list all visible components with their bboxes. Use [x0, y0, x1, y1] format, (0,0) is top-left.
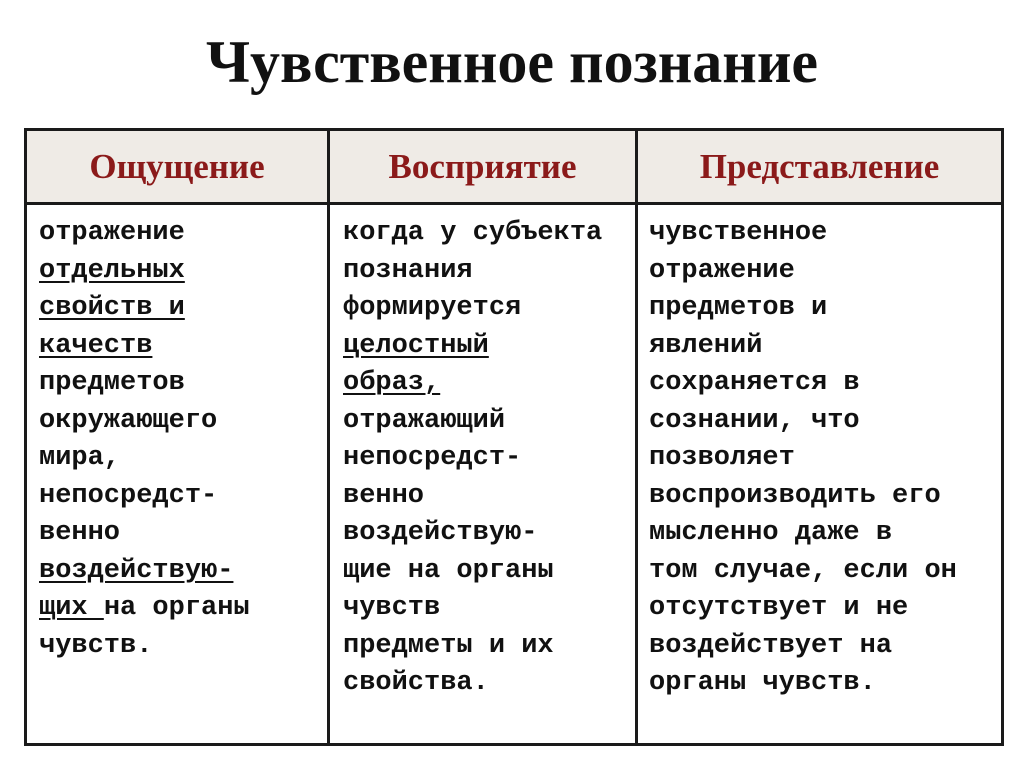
- cell-line: [649, 478, 957, 516]
- cell-line: [39, 328, 250, 366]
- text-fragment: формируется: [343, 293, 522, 323]
- text-fragment: мысленно даже в: [649, 518, 893, 548]
- cell-line: [39, 590, 250, 628]
- cell-perception: [343, 215, 602, 703]
- cell-line: [39, 215, 250, 253]
- cell-line: [343, 628, 602, 666]
- cell-line: [649, 328, 957, 366]
- column-divider: [635, 131, 638, 743]
- cell-line: [649, 665, 957, 703]
- underlined-text: щих: [39, 593, 104, 623]
- cell-line: [343, 665, 602, 703]
- text-fragment: сознании, что: [649, 405, 860, 436]
- text-fragment: чувственное: [649, 218, 828, 248]
- cell-line: [343, 440, 602, 478]
- cell-line: [343, 290, 602, 328]
- text-fragment: на органы: [103, 593, 250, 623]
- header-perception: Восприятие: [388, 146, 577, 186]
- cell-line: [649, 628, 957, 666]
- cell-line: [649, 290, 957, 328]
- text-fragment: предметов и: [649, 293, 828, 323]
- text-fragment: позволяет: [649, 443, 795, 473]
- cell-line: [343, 553, 602, 591]
- text-fragment: мира,: [39, 443, 121, 473]
- cell-line: [343, 478, 602, 516]
- page-title: Чувственное познание: [205, 29, 819, 95]
- text-fragment: явлений: [649, 330, 763, 361]
- text-fragment: чувств: [343, 593, 441, 623]
- cell-line: [39, 440, 250, 478]
- cell-line: [39, 403, 250, 441]
- cell-line: [39, 628, 250, 666]
- text-fragment: органы чувств.: [649, 668, 876, 698]
- text-fragment: отсутствует и не: [649, 593, 909, 623]
- cell-line: [343, 515, 602, 553]
- cell-line: [649, 440, 957, 478]
- underlined-text: свойств и: [39, 293, 185, 323]
- text-fragment: том случае, если он: [649, 555, 957, 586]
- cell-line: [39, 515, 250, 553]
- cell-representation: [649, 215, 957, 703]
- text-fragment: предметы и их: [343, 630, 554, 661]
- cell-line: [39, 253, 250, 291]
- cell-line: [39, 290, 250, 328]
- header-representation: Представление: [699, 146, 940, 186]
- text-fragment: щие на органы: [343, 555, 554, 586]
- cell-line: [649, 403, 957, 441]
- cell-line: [343, 328, 602, 366]
- cell-line: [343, 253, 602, 291]
- cell-line: [649, 590, 957, 628]
- underlined-text: образ,: [343, 368, 441, 398]
- text-fragment: отражение: [39, 218, 185, 248]
- cell-sensation: [39, 215, 250, 665]
- text-fragment: непосредст-: [39, 480, 218, 511]
- text-fragment: окружающего: [39, 405, 218, 436]
- cell-line: [39, 478, 250, 516]
- text-fragment: воздействует на: [649, 630, 893, 661]
- cell-line: [343, 403, 602, 441]
- cell-line: [649, 553, 957, 591]
- underlined-text: качеств: [39, 330, 153, 361]
- header-sensation: Ощущение: [89, 146, 265, 186]
- text-fragment: отражение: [649, 255, 795, 286]
- text-fragment: отражающий: [343, 405, 506, 436]
- underlined-text: воздействую-: [39, 555, 234, 586]
- text-fragment: непосредст-: [343, 443, 522, 473]
- cell-line: [343, 365, 602, 403]
- cell-line: [649, 253, 957, 291]
- underlined-text: отдельных: [39, 255, 185, 286]
- text-fragment: сохраняется в: [649, 368, 860, 398]
- cell-line: [39, 553, 250, 591]
- comparison-table: [24, 128, 1004, 746]
- cell-line: [649, 215, 957, 253]
- text-fragment: воздействую-: [343, 518, 538, 548]
- text-fragment: венно: [39, 518, 121, 548]
- text-fragment: познания: [343, 255, 473, 286]
- column-divider: [327, 131, 330, 743]
- text-fragment: воспроизводить его: [649, 480, 941, 511]
- underlined-text: целостный: [343, 330, 489, 361]
- text-fragment: свойства.: [343, 668, 489, 698]
- cell-line: [649, 515, 957, 553]
- text-fragment: венно: [343, 480, 425, 511]
- text-fragment: когда у субъекта: [343, 218, 603, 248]
- text-fragment: предметов: [39, 368, 185, 398]
- cell-line: [649, 365, 957, 403]
- cell-line: [39, 365, 250, 403]
- cell-line: [343, 215, 602, 253]
- cell-line: [343, 590, 602, 628]
- text-fragment: чувств.: [39, 630, 153, 661]
